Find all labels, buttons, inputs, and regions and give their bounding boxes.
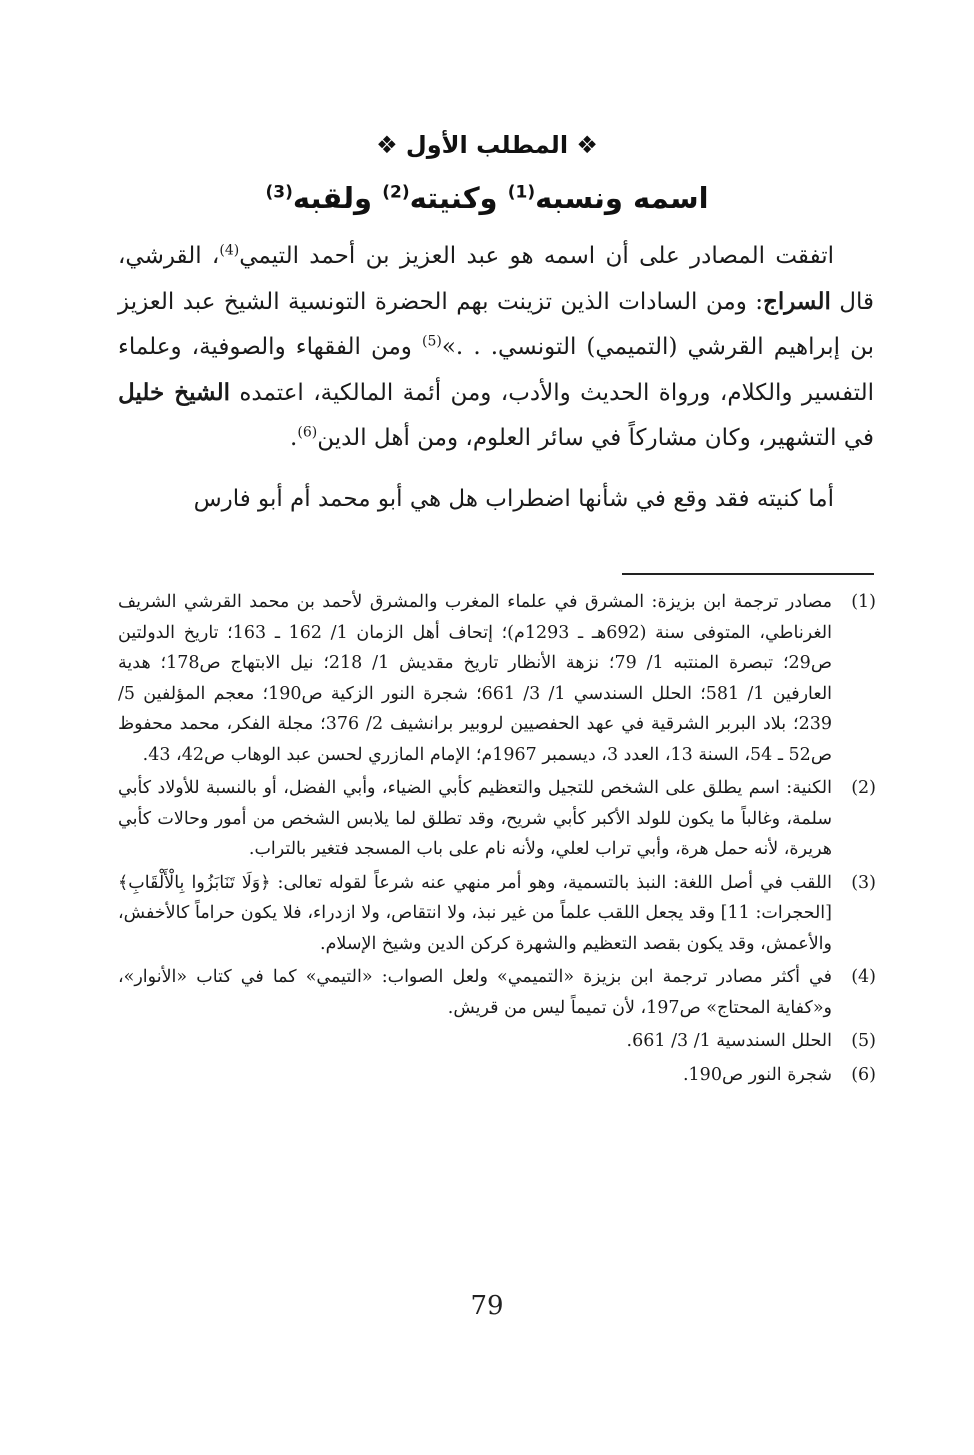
title-part-name: اسمه ونسبه: [535, 181, 709, 215]
footnote-separator: [622, 573, 874, 575]
paragraph-2: أما كنيته فقد وقع في شأنها اضطراب هل هي أبو محمد أم أبو فارس: [193, 486, 834, 512]
paragraph-1-text-a: اتفقت المصادر على أن اسمه هو عبد العزيز بن أحمد التيمي: [239, 243, 834, 269]
footnote-text: الحلل السندسية 1/ 3/ 661.: [626, 1031, 832, 1051]
main-text: [118, 234, 874, 522]
footnote-ref-5: (5): [421, 333, 442, 350]
bold-name-khalil: الشيخ خليل: [118, 379, 230, 406]
footnote-number: (2): [851, 778, 876, 798]
bold-name-siraj: السراج: [763, 288, 831, 315]
footnote-6: [118, 1060, 876, 1091]
footnote-3: [118, 868, 876, 960]
footnote-4: [118, 962, 876, 1023]
footnote-1: [118, 587, 876, 770]
footnote-number: (6): [851, 1064, 876, 1085]
footnote-ref-6: (6): [297, 424, 318, 441]
chapter-title: [0, 178, 974, 218]
footnote-ref-2: (2): [382, 182, 410, 203]
footnote-number: (1): [851, 592, 876, 612]
footnote-text: الكنية: اسم يطلق على الشخص للتجيل والتعظيم كأبي الضياء، وأبي الفضل، أو بالنسبة للأولاد كأبي سلمة، وغالباً ما يكون للولد الأكبر كأبي شريح، وقد تطلق لما يلابس الشخص من أمور وحالات كأبي هريرة، لأنه حمل هرة، وأبي تراب لعلي، ولأنه نام على باب المسجد فتغير بالتراب.: [118, 778, 832, 859]
paragraph-1: [118, 234, 874, 461]
title-part-laqab: ولقبه: [292, 181, 383, 215]
section-heading: ❖ المطلب الأول ❖: [376, 131, 598, 159]
footnote-number: (4): [851, 967, 876, 987]
footnote-ref-4: (4): [219, 242, 240, 259]
paragraph-1-text-c: : ومن السادات الذين تزينت بهم الحضرة التونسية الشيخ عبد العزيز بن إبراهيم القرشي (التميمي) التونسي. . .»: [118, 289, 875, 360]
footnote-text: في أكثر مصادر ترجمة ابن بزيزة «التميمي» ولعل الصواب: «التيمي» كما في كتاب «الأنوار»، و«كفاية المحتاج» ص197، لأن تميماً ليس من قريش.: [118, 967, 832, 1018]
footnote-text: شجرة النور ص190.: [682, 1064, 832, 1085]
footnote-text: اللقب في أصل اللغة: النبذ بالتسمية، وهو أمر منهي عنه شرعاً لقوله تعالى: ﴿وَلَا تَنَابَزُوا بِالْأَلْقَابِ﴾ [الحجرات: 11] وقد يجعل اللقب علماً من غير نبذ، ولا انتقاص، ولا ازدراء، فلا يكون حراماً كالأخفش، والأعمش، وقد يكون بقصد التعظيم والشهرة كركن الدين وشيخ الإسلام.: [118, 872, 832, 954]
paragraph-1-text-f: .: [290, 425, 298, 451]
footnotes: [118, 587, 876, 1090]
footnote-number: (5): [851, 1031, 876, 1051]
footnote-text: مصادر ترجمة ابن بزيزة: المشرق في علماء المغرب والمشرق لأحمد بن محمد القرشي الشريف الغرناطي، المتوفى سنة (692هـ ـ 1293م)؛ إتحاف أهل الزمان 1/ 162 ـ 163؛ تاريخ الدولتين ص29؛ تبصرة المنتبه 1/ 79؛ نزهة الأنظار تاريخ مقديش 1/ 218؛ نيل الابتهاج ص178؛ هدية العارفين 1/ 581؛ الحلل السندسي 1/ 3/ 661؛ شجرة النور الزكية ص190؛ معجم المؤلفين 5/ 239؛ بلاد البربر الشرقية في عهد الحفصيين لروبير برانشيف 2/ 376؛ مجلة الفكر، محمد محفوظ ص52 ـ 54، السنة 13، العدد 3، ديسمبر 1967م؛ الإمام المازري لحسن عبد الوهاب ص42، 43.: [118, 592, 833, 765]
paragraph-1-text-e: في التشهير، وكان مشاركاً في سائر العلوم، ومن أهل الدين: [317, 425, 874, 451]
page-number: 79: [470, 1291, 504, 1321]
footnote-ref-3: (3): [265, 182, 293, 203]
footnote-2: [118, 773, 876, 865]
footnote-number: (3): [851, 872, 876, 893]
title-part-kunya: وكنيته: [409, 181, 508, 215]
footnote-ref-1: (1): [507, 182, 536, 203]
paragraph-1-text-b: ، القرشي، قال: [118, 243, 874, 315]
footnote-5: [118, 1026, 876, 1057]
paragraph-1-text-d: ومن الفقهاء والصوفية، وعلماء التفسير والكلام، ورواة الحديث والأدب، ومن أئمة المالكية، اعتمده: [118, 334, 874, 406]
